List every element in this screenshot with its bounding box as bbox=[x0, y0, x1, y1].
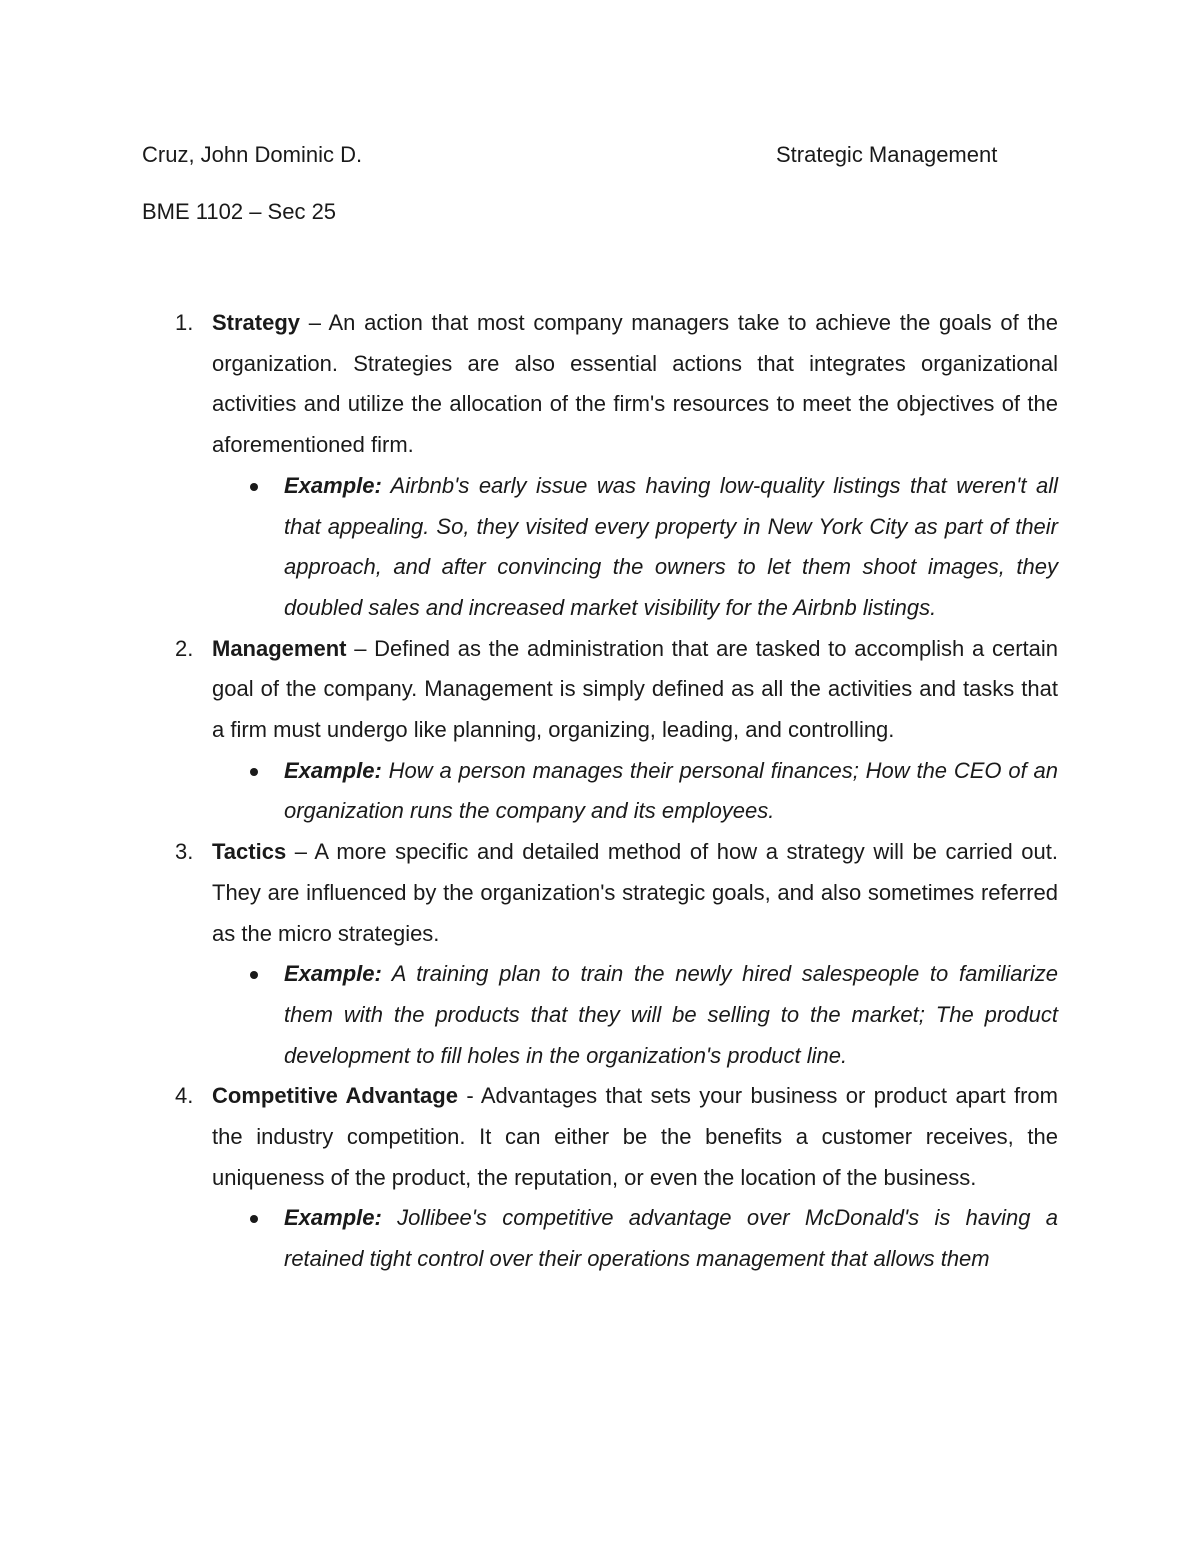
example-bullet bbox=[0, 954, 1058, 1076]
example-text: Airbnb's early issue was having low-quality listings that weren't all that appealing. So, they visited every property in New York City as part of their approach, and after convincing the owners to let them shoot images, they doubled sales and increased market visibility for the Airbnb listings. bbox=[284, 472, 1058, 620]
example-bullet bbox=[0, 466, 1058, 629]
bullet-icon bbox=[250, 971, 258, 979]
item-term: Strategy bbox=[212, 310, 301, 335]
student-name: Cruz, John Dominic D. bbox=[142, 142, 363, 167]
course-section: BME 1102 – Sec 25 bbox=[142, 199, 337, 224]
item-definition: – Defined as the administration that are tasked to accomplish a certain goal of the company. Management is simply defined as all the activities and tasks that a firm must undergo like planning, organizing, leading, and controlling. bbox=[212, 635, 1058, 743]
item-number: 4. bbox=[175, 1083, 194, 1109]
list-item bbox=[0, 629, 1058, 751]
list-item bbox=[0, 303, 1058, 466]
list-item bbox=[0, 1076, 1058, 1198]
example-text: Jollibee's competitive advantage over McDonald's is having a retained tight control over their operations management that allows them bbox=[284, 1205, 1058, 1272]
item-definition: – A more specific and detailed method of how a strategy will be carried out. They are influenced by the organization's strategic goals, and also sometimes referred as the micro strategies. bbox=[212, 839, 1058, 946]
bullet-icon bbox=[250, 1215, 258, 1223]
item-term: Management bbox=[212, 635, 347, 661]
item-number: 1. bbox=[175, 310, 194, 335]
example-label: Example: bbox=[284, 1205, 382, 1231]
course-title: Strategic Management bbox=[776, 142, 998, 167]
bullet-icon bbox=[250, 768, 258, 776]
example-text: How a person manages their personal finances; How the CEO of an organization runs the company and its employees. bbox=[284, 757, 1058, 824]
example-label: Example: bbox=[284, 961, 382, 987]
example-text: A training plan to train the newly hired salespeople to familiarize them with the products that they will be selling to the market; The product development to fill holes in the organization's product line. bbox=[284, 961, 1058, 1068]
example-label: Example: bbox=[284, 472, 382, 498]
list-item bbox=[0, 832, 1058, 954]
section-row bbox=[142, 196, 1022, 228]
item-term: Tactics bbox=[212, 839, 287, 865]
terms-list bbox=[0, 303, 1200, 1280]
example-label: Example: bbox=[284, 757, 382, 783]
item-term: Competitive Advantage bbox=[212, 1083, 458, 1109]
item-definition: – An action that most company managers take to achieve the goals of the organization. Strategies are also essential actions that integrates organizational activities and utilize the allocation of the firm's resources to meet the objectives of the aforementioned firm. bbox=[212, 310, 1058, 458]
bullet-icon bbox=[250, 483, 258, 491]
header-row bbox=[142, 139, 1022, 171]
item-number: 3. bbox=[175, 839, 194, 865]
example-bullet bbox=[0, 1198, 1058, 1279]
item-number: 2. bbox=[175, 635, 194, 661]
example-bullet bbox=[0, 751, 1058, 832]
item-definition: - Advantages that sets your business or product apart from the industry competition. It can either be the benefits a customer receives, the uniqueness of the product, the reputation, or even the location of the business. bbox=[212, 1083, 1058, 1190]
